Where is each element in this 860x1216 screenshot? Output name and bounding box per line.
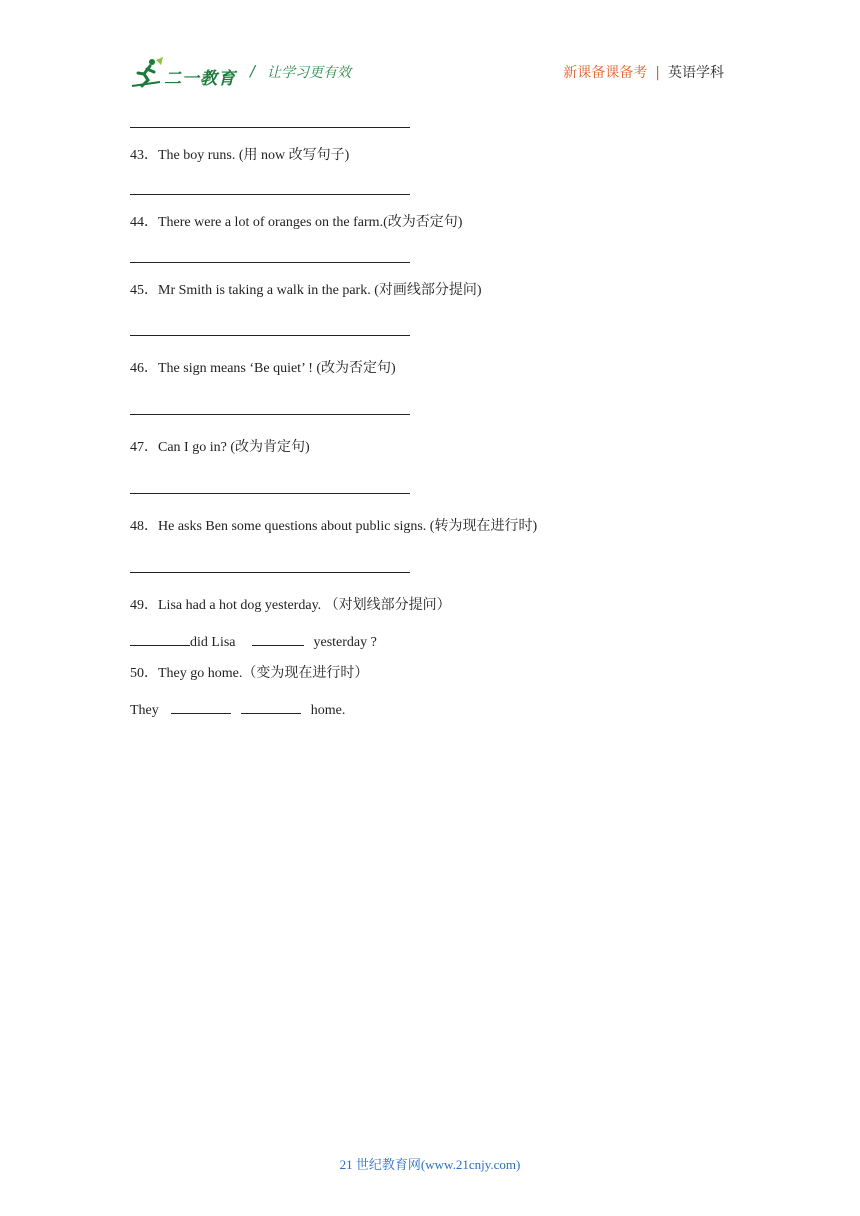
answer-blank[interactable] bbox=[252, 631, 304, 646]
answer-line-43[interactable] bbox=[130, 194, 410, 195]
answer-line-46[interactable] bbox=[130, 414, 410, 415]
answer-row-49 bbox=[130, 631, 377, 652]
question-text: Lisa had a hot dog yesterday. （对划线部分提问） bbox=[158, 598, 451, 613]
logo bbox=[130, 56, 240, 92]
answer-text: yesterday ? bbox=[313, 635, 377, 650]
answer-line-48[interactable] bbox=[130, 572, 410, 573]
header-subject: 英语学科 bbox=[668, 65, 724, 81]
header-subtitle: 新课备课备考 bbox=[563, 65, 648, 81]
answer-blank[interactable] bbox=[241, 699, 301, 714]
question-number: 45． bbox=[130, 283, 158, 298]
question-text: He asks Ben some questions about public signs. (转为现在进行时) bbox=[158, 519, 538, 534]
answer-blank[interactable] bbox=[130, 631, 190, 646]
question-48 bbox=[130, 518, 537, 536]
question-text: They go home.（变为现在进行时） bbox=[158, 666, 369, 681]
question-text: The sign means ‘Be quiet’ ! (改为否定句) bbox=[158, 361, 396, 376]
question-number: 48． bbox=[130, 519, 158, 534]
footer-link[interactable]: 21 世纪教育网(www.21cnjy.com) bbox=[339, 1157, 521, 1172]
header-right bbox=[563, 62, 724, 82]
question-text: There were a lot of oranges on the farm.(改为否定句) bbox=[158, 215, 463, 230]
question-47 bbox=[130, 439, 310, 457]
logo-text: 二一教育 bbox=[164, 69, 236, 89]
question-number: 49． bbox=[130, 598, 158, 613]
page-header bbox=[130, 54, 726, 94]
question-text: Mr Smith is taking a walk in the park. (对画线部分提问) bbox=[158, 283, 482, 298]
header-separator: | bbox=[655, 65, 660, 81]
question-49 bbox=[130, 597, 451, 615]
answer-row-50 bbox=[130, 699, 345, 720]
question-text: Can I go in? (改为肯定句) bbox=[158, 440, 310, 455]
answer-line-45[interactable] bbox=[130, 335, 410, 336]
question-number: 47． bbox=[130, 440, 158, 455]
answer-text: did Lisa bbox=[190, 635, 236, 650]
runner-logo-icon bbox=[130, 56, 166, 92]
question-50 bbox=[130, 665, 368, 683]
question-43 bbox=[130, 147, 349, 165]
header-slash: / bbox=[250, 62, 256, 80]
question-number: 43． bbox=[130, 148, 158, 163]
answer-line-47[interactable] bbox=[130, 493, 410, 494]
header-slogan: 让学习更有效 bbox=[267, 65, 351, 81]
question-number: 50． bbox=[130, 666, 158, 681]
answer-line-44[interactable] bbox=[130, 262, 410, 263]
question-46 bbox=[130, 360, 396, 378]
question-number: 46． bbox=[130, 361, 158, 376]
question-text: The boy runs. (用 now 改写句子) bbox=[158, 148, 350, 163]
question-45 bbox=[130, 282, 482, 300]
question-44 bbox=[130, 214, 462, 232]
answer-text: They bbox=[130, 703, 159, 718]
page-footer[interactable] bbox=[0, 1154, 860, 1173]
answer-blank[interactable] bbox=[171, 699, 231, 714]
question-number: 44． bbox=[130, 215, 158, 230]
answer-text: home. bbox=[310, 703, 346, 718]
answer-line-42[interactable] bbox=[130, 127, 410, 128]
